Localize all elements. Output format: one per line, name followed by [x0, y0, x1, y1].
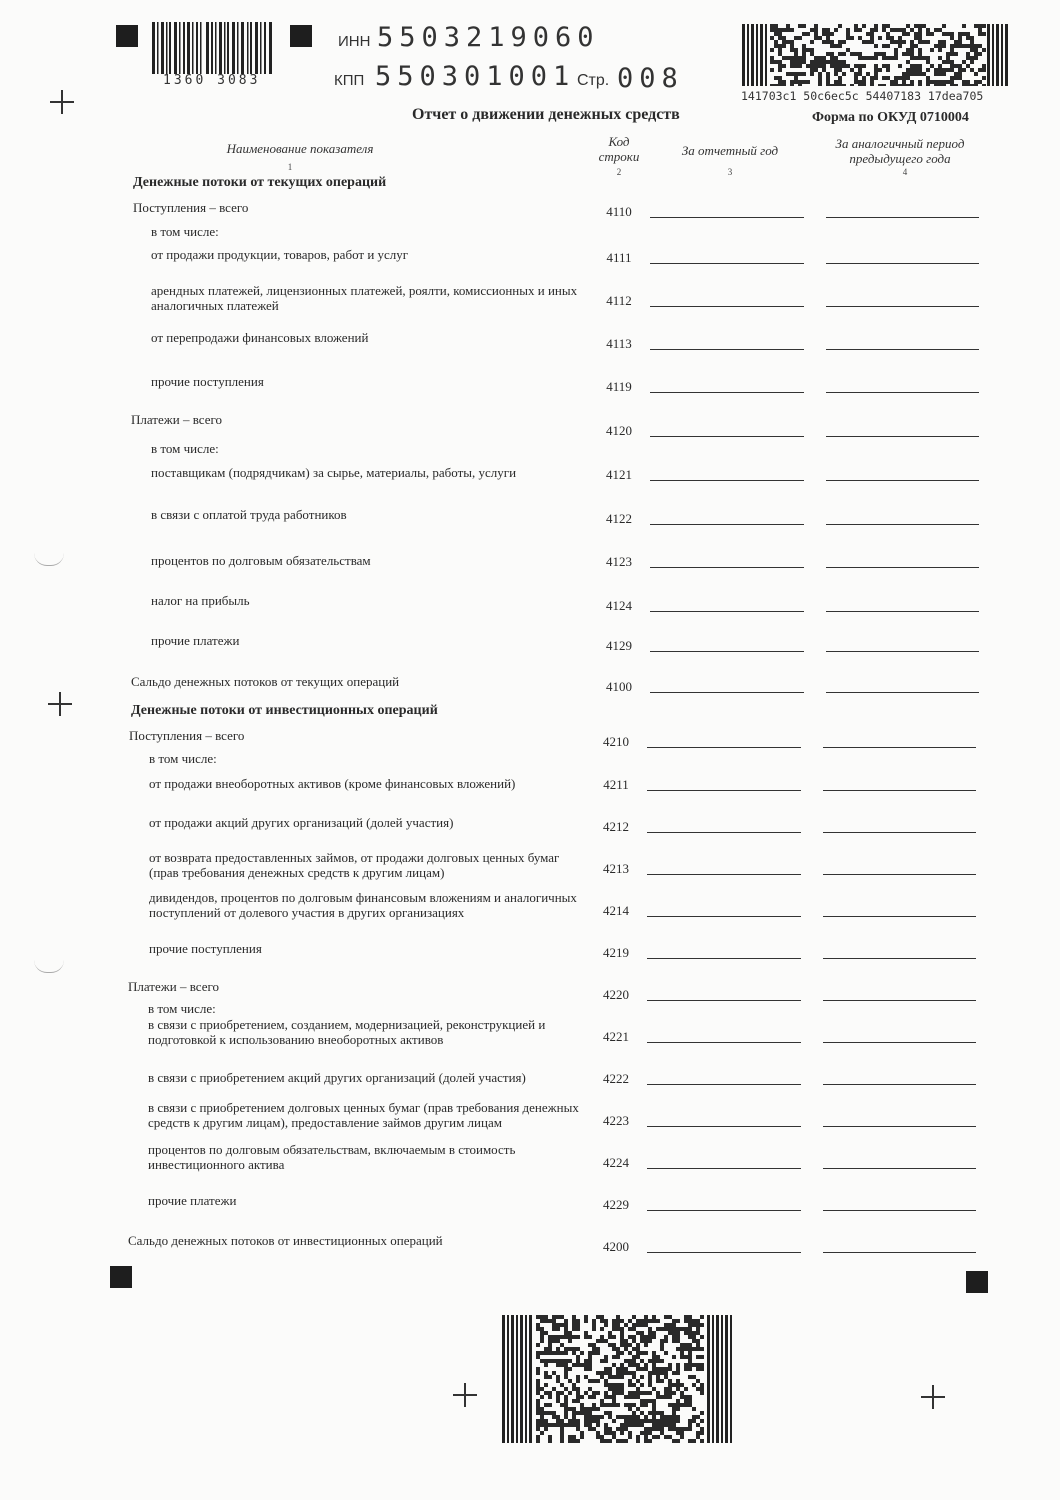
row-label: Поступления – всего	[133, 200, 249, 215]
row-code: 4124	[606, 598, 632, 613]
right-2d-barcode	[742, 24, 1010, 86]
row-label: в связи с приобретением акций других организаций (долей участия)	[148, 1070, 526, 1085]
current-year-value-field[interactable]	[647, 1126, 801, 1127]
current-year-value-field[interactable]	[650, 567, 804, 568]
column-number-3: 3	[727, 167, 733, 177]
row-code: 4100	[606, 679, 632, 694]
previous-year-value-field[interactable]	[826, 306, 979, 307]
row-label: прочие платежи	[148, 1193, 237, 1208]
previous-year-value-field[interactable]	[823, 958, 976, 959]
previous-year-value-field[interactable]	[823, 1042, 976, 1043]
current-year-value-field[interactable]	[647, 747, 801, 748]
current-year-value-field[interactable]	[650, 524, 804, 525]
column-header-previous-year: За аналогичный период предыдущего года	[835, 136, 965, 166]
row-label: процентов по долговым обязательствам	[151, 553, 371, 568]
row-label: в связи с оплатой труда работников	[151, 507, 347, 522]
row-code: 4222	[603, 1071, 629, 1086]
row-label: прочие поступления	[149, 941, 262, 956]
previous-year-value-field[interactable]	[823, 790, 976, 791]
previous-year-value-field[interactable]	[823, 1210, 976, 1211]
previous-year-value-field[interactable]	[826, 392, 979, 393]
row-label: дивидендов, процентов по долговым финансовым вложениям и аналогичных поступлений от долевого участия в других организациях	[149, 890, 577, 920]
previous-year-value-field[interactable]	[823, 1126, 976, 1127]
kpp-value: 550301001	[375, 61, 576, 92]
current-year-value-field[interactable]	[647, 1252, 801, 1253]
row-label: от продажи акций других организаций (долей участия)	[149, 815, 454, 830]
row-label: от продажи продукции, товаров, работ и услуг	[151, 247, 409, 262]
current-year-value-field[interactable]	[650, 349, 804, 350]
row-label: в том числе:	[148, 1001, 216, 1016]
previous-year-value-field[interactable]	[823, 1084, 976, 1085]
inn-value: 5503219060	[377, 22, 600, 53]
row-code: 4129	[606, 638, 632, 653]
left-barcode-number: 1360 3083	[163, 73, 261, 88]
bottom-2d-barcode	[502, 1315, 734, 1443]
registration-square-bottom-right	[966, 1271, 988, 1293]
registration-square-top-mid	[290, 25, 312, 47]
previous-year-value-field[interactable]	[826, 651, 979, 652]
row-label: в связи с приобретением, созданием, модернизацией, реконструкцией и подготовкой к использованию внеоборотных активов	[148, 1017, 546, 1047]
row-label: поставщикам (подрядчикам) за сырье, материалы, работы, услуги	[151, 465, 517, 480]
crosshair-mark	[48, 692, 72, 716]
row-label: процентов по долговым обязательствам, включаемым в стоимость инвестиционного актива	[148, 1142, 516, 1172]
current-year-value-field[interactable]	[647, 874, 801, 875]
previous-year-value-field[interactable]	[826, 436, 979, 437]
row-code: 4200	[603, 1239, 629, 1254]
crosshair-mark	[921, 1385, 945, 1409]
previous-year-value-field[interactable]	[823, 874, 976, 875]
page-label: Стр.	[577, 72, 610, 89]
current-year-value-field[interactable]	[647, 916, 801, 917]
right-barcode-caption: 141703c1 50c6ec5c 54407183 17dea705	[741, 89, 984, 103]
current-year-value-field[interactable]	[647, 1042, 801, 1043]
current-year-value-field[interactable]	[647, 832, 801, 833]
previous-year-value-field[interactable]	[823, 832, 976, 833]
row-label: налог на прибыль	[151, 593, 250, 608]
page-value: 008	[617, 63, 684, 94]
row-code: 4119	[606, 379, 632, 394]
row-code: 4214	[603, 903, 629, 918]
previous-year-value-field[interactable]	[826, 263, 979, 264]
row-label: Платежи – всего	[131, 412, 222, 427]
previous-year-value-field[interactable]	[826, 349, 979, 350]
registration-square-top-left	[116, 25, 138, 47]
registration-square-bottom-left	[110, 1266, 132, 1288]
row-code: 4122	[606, 511, 632, 526]
row-label: от перепродажи финансовых вложений	[151, 330, 369, 345]
row-code: 4111	[606, 250, 632, 265]
row-label: Сальдо денежных потоков от текущих операций	[131, 674, 400, 689]
crosshair-mark	[50, 90, 74, 114]
previous-year-value-field[interactable]	[826, 567, 979, 568]
row-label: в том числе:	[151, 224, 219, 239]
left-barcode	[152, 22, 274, 74]
current-year-value-field[interactable]	[650, 392, 804, 393]
previous-year-value-field[interactable]	[826, 611, 979, 612]
row-code: 4212	[603, 819, 629, 834]
current-year-value-field[interactable]	[647, 1000, 801, 1001]
current-year-value-field[interactable]	[650, 306, 804, 307]
row-code: 4221	[603, 1029, 629, 1044]
kpp-label: КПП	[334, 72, 365, 89]
hole-punch-mark	[34, 553, 64, 566]
previous-year-value-field[interactable]	[823, 1000, 976, 1001]
row-code: 4224	[603, 1155, 629, 1170]
previous-year-value-field[interactable]	[823, 747, 976, 748]
previous-year-value-field[interactable]	[823, 916, 976, 917]
column-header-name: Наименование показателя	[226, 141, 374, 156]
row-label: прочие платежи	[151, 633, 240, 648]
row-code: 4121	[606, 467, 632, 482]
row-label: в связи с приобретением долговых ценных бумаг (прав требования денежных средств к другим лицам), предоставление займов другим лицам	[148, 1100, 579, 1130]
form-code: Форма по ОКУД 0710004	[812, 110, 969, 125]
row-code: 4113	[606, 336, 632, 351]
column-number-1: 1	[287, 162, 293, 172]
column-number-2: 2	[616, 167, 622, 177]
current-year-value-field[interactable]	[647, 1210, 801, 1211]
row-label: Сальдо денежных потоков от инвестиционных операций	[128, 1233, 443, 1248]
current-year-value-field[interactable]	[650, 651, 804, 652]
column-header-code: Код строки	[598, 134, 640, 164]
row-code: 4112	[606, 293, 632, 308]
hole-punch-mark	[34, 960, 64, 973]
row-label: в том числе:	[151, 441, 219, 456]
row-label: в том числе:	[149, 751, 217, 766]
current-year-value-field[interactable]	[647, 790, 801, 791]
row-code: 4229	[603, 1197, 629, 1212]
previous-year-value-field[interactable]	[823, 1252, 976, 1253]
row-code: 4220	[603, 987, 629, 1002]
previous-year-value-field[interactable]	[826, 480, 979, 481]
row-label: от продажи внеоборотных активов (кроме финансовых вложений)	[149, 776, 516, 791]
current-year-value-field[interactable]	[650, 692, 804, 693]
section-investment-operations: Денежные потоки от инвестиционных операций	[131, 703, 438, 718]
previous-year-value-field[interactable]	[826, 524, 979, 525]
row-code: 4213	[603, 861, 629, 876]
report-title: Отчет о движении денежных средств	[412, 106, 680, 123]
row-code: 4110	[606, 204, 632, 219]
row-code: 4123	[606, 554, 632, 569]
current-year-value-field[interactable]	[650, 263, 804, 264]
row-code: 4223	[603, 1113, 629, 1128]
current-year-value-field[interactable]	[647, 1168, 801, 1169]
row-code: 4210	[603, 734, 629, 749]
row-code: 4211	[603, 777, 629, 792]
previous-year-value-field[interactable]	[823, 1168, 976, 1169]
row-label: от возврата предоставленных займов, от продажи долговых ценных бумаг (прав требования денежных средств к другим лицам)	[149, 850, 560, 880]
row-code: 4120	[606, 423, 632, 438]
section-current-operations: Денежные потоки от текущих операций	[133, 175, 387, 190]
current-year-value-field[interactable]	[650, 611, 804, 612]
row-label: Платежи – всего	[128, 979, 219, 994]
previous-year-value-field[interactable]	[826, 692, 979, 693]
crosshair-mark	[453, 1383, 477, 1407]
current-year-value-field[interactable]	[647, 1084, 801, 1085]
row-code: 4219	[603, 945, 629, 960]
row-label: прочие поступления	[151, 374, 264, 389]
column-header-current-year: За отчетный год	[681, 143, 779, 158]
current-year-value-field[interactable]	[650, 436, 804, 437]
inn-label: ИНН	[338, 33, 371, 50]
current-year-value-field[interactable]	[647, 958, 801, 959]
current-year-value-field[interactable]	[650, 217, 804, 218]
column-number-4: 4	[902, 167, 908, 177]
previous-year-value-field[interactable]	[826, 217, 979, 218]
current-year-value-field[interactable]	[650, 480, 804, 481]
row-label: арендных платежей, лицензионных платежей, роялти, комиссионных и иных аналогичных платежей	[151, 283, 578, 313]
row-label: Поступления – всего	[129, 728, 245, 743]
